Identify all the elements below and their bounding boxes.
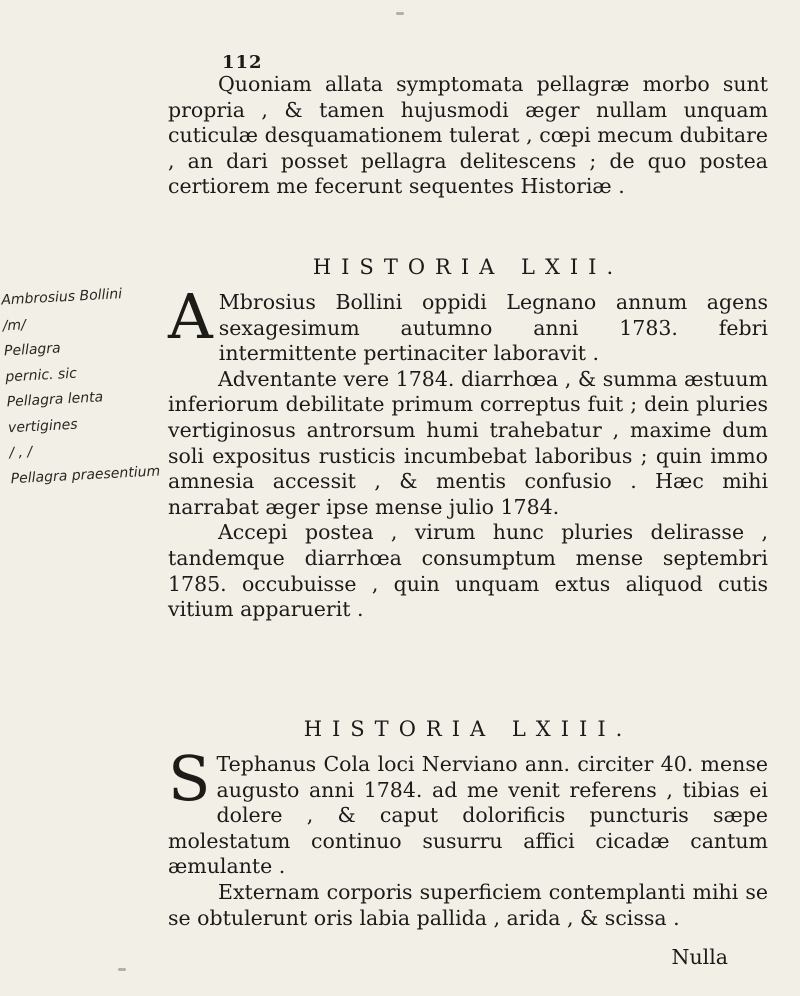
historia-lxii-heading: HISTORIA LXII.	[312, 255, 624, 279]
catchword: Nulla	[671, 945, 728, 969]
drop-cap-letter: A	[168, 280, 213, 353]
historia-lxii-third-paragraph: Accepi postea , virum hunc pluries delirasse , tandemque diarrhœa consumptum mense septembri 1785. occubuisse , quin unquam extus aliquod cutis vitium apparuerit .	[168, 520, 768, 622]
marginal-note: Pellagra	[3, 340, 62, 360]
historia-lxiii-first-paragraph	[168, 742, 768, 880]
marginal-note: Pellagra lenta	[6, 389, 104, 411]
historia-lxiii-heading: HISTORIA LXIII.	[303, 717, 633, 741]
paragraph-text: Mbrosius Bollini oppidi Legnano annum agens sexagesimum autumno anni 1783. febri intermittente pertinaciter laboravit .	[218, 290, 768, 366]
marginal-note: Pellagra praesentium	[10, 462, 161, 487]
drop-cap-letter: S	[168, 742, 211, 815]
paragraph-text: Tephanus Cola loci Nerviano ann. circiter 40. mense augusto anni 1784. ad me venit referens , tibias ei dolere , & caput dolorificis puncturis sæpe molestatum continuo susurru affici cicadæ cantum æmulante .	[168, 752, 768, 879]
page-number: 112	[222, 52, 263, 73]
intro-paragraph: Quoniam allata symptomata pellagræ morbo sunt propria , & tamen hujusmodi æger nullam unquam cuticulæ desquamationem tulerat , cœpi mecum dubitare , an dari posset pellagra delitescens ; de quo postea certiorem me fecerunt sequentes Historiæ .	[168, 72, 768, 199]
paper-speck	[396, 12, 404, 15]
marginal-note: vertigines	[7, 416, 78, 436]
intro-paragraph-block	[168, 72, 768, 200]
historia-lxii-first-paragraph	[168, 280, 768, 367]
historia-lxiii-second-paragraph: Externam corporis superficiem contemplanti mihi se se obtulerunt oris labia pallida , arida , & scissa .	[168, 879, 768, 930]
historia-lxii-second-paragraph: Adventante vere 1784. diarrhœa , & summa æstuum inferiorum debilitate primum correptus fuit ; dein pluries vertiginosus antrorsum humi trahebatur , maxime dum soli expositus rusticis incumbebat laboribus ; quin immo amnesia accessit , & mentis confusio . Hæc mihi narrabat æger ipse mense julio 1784.	[168, 366, 768, 519]
handwritten-marginalia	[1, 280, 177, 492]
marginal-note: pernic. sic	[4, 365, 78, 385]
marginal-note: /m/	[2, 316, 27, 334]
marginal-note: Ambrosius Bollini	[0, 286, 123, 309]
historia-lxii-body	[168, 280, 768, 623]
paper-speck	[118, 968, 126, 971]
historia-lxiii-body	[168, 742, 768, 931]
marginal-note: / , /	[8, 444, 33, 462]
